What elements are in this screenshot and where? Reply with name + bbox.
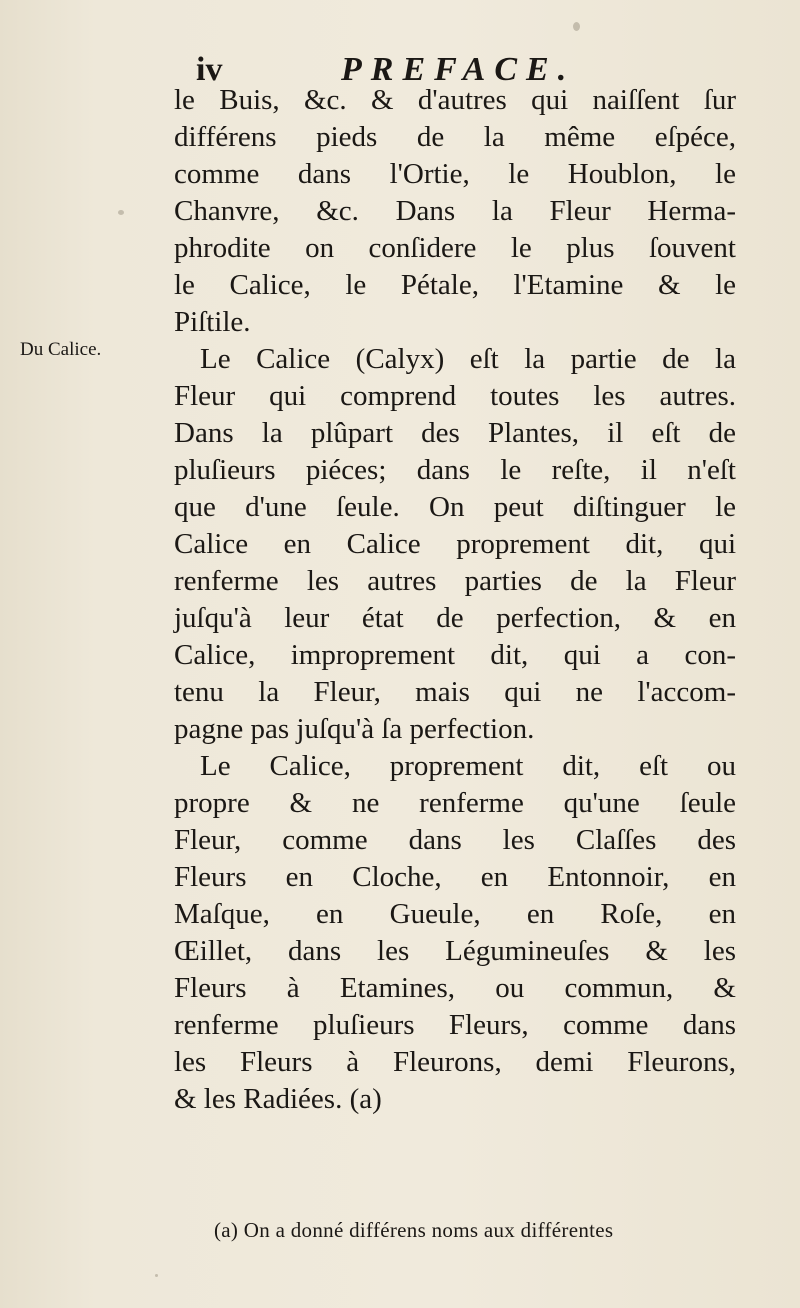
body-text (174, 82, 736, 1118)
running-title: PREFACE. (341, 51, 576, 88)
text-line: les Fleurs à Fleurons, demi Fleurons, (174, 1046, 736, 1078)
text-line: Calice, improprement dit, qui a con- (174, 639, 736, 671)
text-line: comme dans l'Ortie, le Houblon, le (174, 158, 736, 190)
margin-note: Du Calice. (20, 339, 102, 360)
text-line: Le Calice, proprement dit, eſt ou (200, 750, 736, 782)
text-line: Fleur qui comprend toutes les autres. (174, 380, 736, 412)
paper-speck (573, 22, 580, 31)
text-line: Calice en Calice proprement dit, qui (174, 528, 736, 560)
paper-speck (118, 210, 124, 215)
text-line: juſqu'à leur état de perfection, & en (174, 602, 736, 634)
footnote: (a) On a donné différens noms aux différentes (214, 1218, 614, 1242)
text-line: Dans la plûpart des Plantes, il eſt de (174, 417, 736, 449)
text-line: tenu la Fleur, mais qui ne l'accom- (174, 676, 736, 708)
text-line: Fleurs en Cloche, en Entonnoir, en (174, 861, 736, 893)
text-line: propre & ne renferme qu'une ſeule (174, 787, 736, 819)
text-line: Maſque, en Gueule, en Roſe, en (174, 898, 736, 930)
text-line: Fleur, comme dans les Claſſes des (174, 824, 736, 856)
text-line: différens pieds de la même eſpéce, (174, 121, 736, 153)
text-line: Le Calice (Calyx) eſt la partie de la (200, 343, 736, 375)
text-line: renferme les autres parties de la Fleur (174, 565, 736, 597)
text-line: que d'une ſeule. On peut diſtinguer le (174, 491, 736, 523)
paper-speck (155, 1274, 158, 1277)
text-line: Œillet, dans les Légumineuſes & les (174, 935, 736, 967)
text-line: & les Radiées. (a) (174, 1083, 382, 1115)
text-line: Piſtile. (174, 306, 251, 338)
text-line: pluſieurs piéces; dans le reſte, il n'eſt (174, 454, 736, 486)
text-line: Chanvre, &c. Dans la Fleur Herma- (174, 195, 736, 227)
text-line: Fleurs à Etamines, ou commun, & (174, 972, 736, 1004)
text-line: phrodite on conſidere le plus ſouvent (174, 232, 736, 264)
text-line: le Buis, &c. & d'autres qui naiſſent ſur (174, 84, 736, 116)
text-line: pagne pas juſqu'à ſa perfection. (174, 713, 535, 745)
text-line: le Calice, le Pétale, l'Etamine & le (174, 269, 736, 301)
text-line: renferme pluſieurs Fleurs, comme dans (174, 1009, 736, 1041)
page-number: iv (196, 51, 223, 88)
